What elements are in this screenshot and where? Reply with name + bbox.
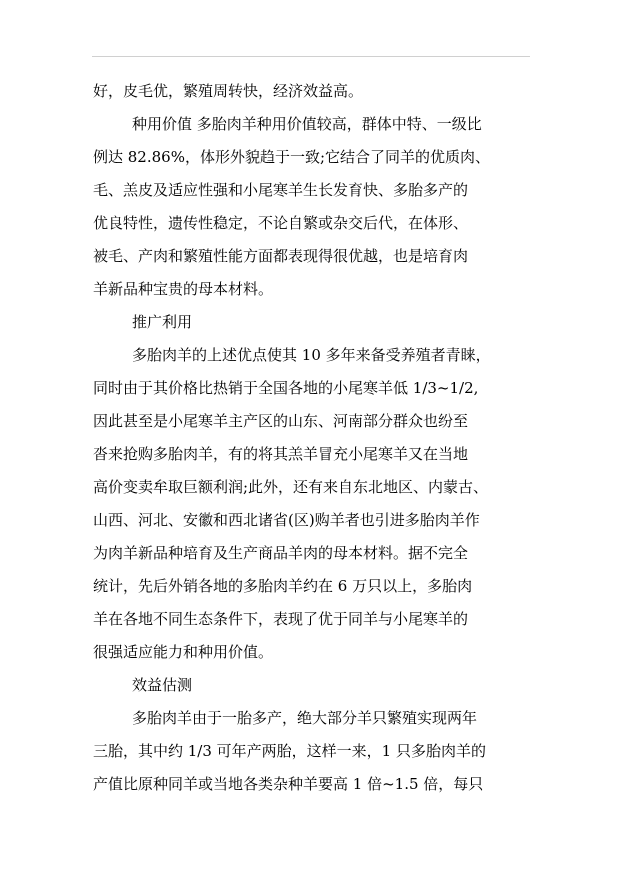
text-line: 很强适应能力和种用价值。	[93, 643, 274, 661]
text-line: 三胎，其中约 1/3 可年产两胎，这样一来，1 只多胎肉羊的	[93, 742, 486, 760]
text-line: 羊新品种宝贵的母本材料。	[93, 280, 274, 298]
text-line: 统计，先后外销各地的多胎肉羊约在 6 万只以上，多胎肉	[93, 577, 473, 595]
text-line: 产值比原种同羊或当地各类杂种羊要高 1 倍~1.5 倍，每只	[93, 775, 484, 793]
section-heading-benefit-estimate: 效益估测	[132, 676, 193, 694]
text-line: 羊在各地不同生态条件下，表现了优于同羊与小尾寒羊的	[93, 610, 469, 628]
text-line: 因此甚至是小尾寒羊主产区的山东、河南部分群众也纷至	[93, 412, 469, 430]
text-line: 高价变卖牟取巨额利润;此外，还有来自东北地区、内蒙古、	[93, 478, 489, 496]
header-rule	[92, 56, 530, 57]
text-line: 沓来抢购多胎肉羊，有的将其羔羊冒充小尾寒羊又在当地	[93, 445, 469, 463]
section-heading-promotion: 推广利用	[132, 313, 193, 331]
text-line: 好，皮毛优，繁殖周转快，经济效益高。	[93, 82, 364, 100]
text-line: 被毛、产肉和繁殖性能方面都表现得很优越，也是培育肉	[93, 247, 469, 265]
text-line: 为肉羊新品种培育及生产商品羊肉的母本材料。据不完全	[93, 544, 469, 562]
text-line: 山西、河北、安徽和西北诸省(区)购羊者也引进多胎肉羊作	[93, 511, 480, 529]
text-line: 多胎肉羊的上述优点使其 10 多年来备受养殖者青睐，	[132, 346, 491, 364]
document-body	[93, 75, 533, 801]
text-line: 优良特性，遗传性稳定，不论自繁或杂交后代，在体形、	[93, 214, 469, 232]
text-line: 同时由于其价格比热销于全国各地的小尾寒羊低 1/3~1/2,	[93, 379, 479, 397]
paragraph-heading-breeding-value: 种用价值 多胎肉羊种用价值较高，群体中特、一级比	[132, 115, 482, 133]
text-line: 例达 82.86%，体形外貌趋于一致;它结合了同羊的优质肉、	[93, 148, 491, 166]
text-line: 毛、羔皮及适应性强和小尾寒羊生长发育快、多胎多产的	[93, 181, 469, 199]
text-line: 多胎肉羊由于一胎多产，绝大部分羊只繁殖实现两年	[132, 709, 478, 727]
